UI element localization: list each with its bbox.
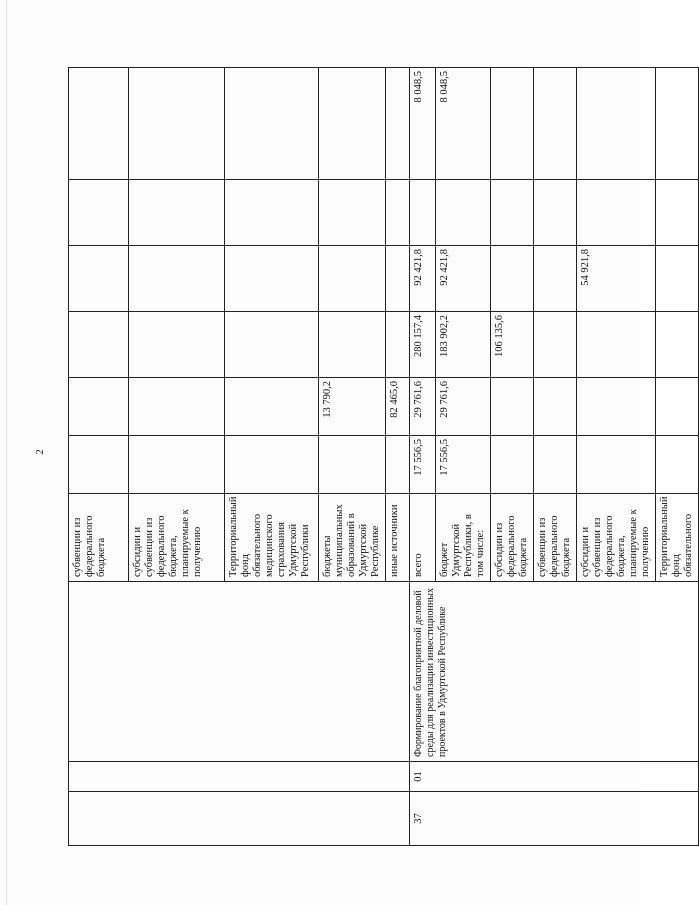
value-cell: 280 157,4 bbox=[410, 312, 436, 378]
value-cell bbox=[225, 436, 319, 494]
value-cell: 29 761,6 bbox=[410, 378, 436, 436]
funding-source: субсидии из федерального бюджета bbox=[491, 494, 534, 582]
rotated-table-wrapper bbox=[68, 68, 694, 846]
row-number: 37 bbox=[410, 792, 699, 846]
value-cell bbox=[410, 180, 436, 246]
value-cell bbox=[534, 378, 577, 436]
value-cell bbox=[386, 180, 410, 246]
budget-table bbox=[68, 67, 699, 846]
value-cell bbox=[656, 68, 699, 180]
value-cell bbox=[386, 246, 410, 312]
funding-source: иные источники bbox=[386, 494, 410, 582]
value-cell bbox=[534, 436, 577, 494]
value-cell bbox=[69, 378, 129, 436]
funding-source: бюджеты муниципальных образований в Удмуртской Республике bbox=[319, 494, 386, 582]
funding-source: субсидии и субвенции из федерального бюджета, планируемые к получению bbox=[577, 494, 656, 582]
value-cell bbox=[534, 68, 577, 180]
value-cell bbox=[225, 312, 319, 378]
value-cell bbox=[436, 180, 491, 246]
value-cell bbox=[319, 436, 386, 494]
value-cell bbox=[129, 180, 225, 246]
value-cell: 29 761,6 bbox=[436, 378, 491, 436]
blank-cell bbox=[69, 792, 410, 846]
scan-edge bbox=[6, 0, 7, 905]
value-cell: 106 135,6 bbox=[491, 312, 534, 378]
value-cell bbox=[656, 436, 699, 494]
value-cell: 17 556,5 bbox=[436, 436, 491, 494]
funding-source: субсидии и субвенции из федерального бюджета, планируемые к получению bbox=[129, 494, 225, 582]
value-cell bbox=[577, 378, 656, 436]
value-cell bbox=[129, 246, 225, 312]
value-cell bbox=[577, 180, 656, 246]
value-cell: 82 465,0 bbox=[386, 378, 410, 436]
value-cell bbox=[386, 436, 410, 494]
page-number: 2 bbox=[34, 449, 46, 455]
value-cell bbox=[656, 246, 699, 312]
value-cell bbox=[577, 68, 656, 180]
value-cell: 8 048,5 bbox=[410, 68, 436, 180]
value-cell bbox=[319, 68, 386, 180]
funding-source: Территориальный фонд обязательного медицинского страхования Удмуртской Республики bbox=[225, 494, 319, 582]
value-cell bbox=[129, 378, 225, 436]
value-cell: 92 421,8 bbox=[436, 246, 491, 312]
funding-source: субвенции из федерального бюджета bbox=[534, 494, 577, 582]
value-cell bbox=[225, 180, 319, 246]
value-cell bbox=[69, 312, 129, 378]
table-row bbox=[69, 68, 129, 846]
value-cell bbox=[577, 436, 656, 494]
blank-cell bbox=[69, 582, 410, 762]
value-cell bbox=[225, 246, 319, 312]
table-row bbox=[410, 68, 436, 846]
value-cell bbox=[129, 312, 225, 378]
value-cell bbox=[577, 312, 656, 378]
value-cell bbox=[319, 180, 386, 246]
funding-source: Территориальный фонд обязательного bbox=[656, 494, 699, 582]
value-cell: 8 048,5 bbox=[436, 68, 491, 180]
funding-source: субвенции из федерального бюджета bbox=[69, 494, 129, 582]
blank-cell bbox=[69, 762, 410, 792]
value-cell bbox=[319, 246, 386, 312]
value-cell bbox=[491, 180, 534, 246]
measure-name: Формирование благоприятной деловой среды для реализации инвестиционных проектов в Удмуртской Республике bbox=[410, 582, 699, 762]
value-cell bbox=[386, 312, 410, 378]
subrow-number: 01 bbox=[410, 762, 699, 792]
value-cell bbox=[386, 68, 410, 180]
value-cell bbox=[491, 436, 534, 494]
value-cell bbox=[491, 68, 534, 180]
value-cell bbox=[491, 378, 534, 436]
value-cell bbox=[656, 180, 699, 246]
value-cell: 54 921,8 bbox=[577, 246, 656, 312]
value-cell bbox=[534, 180, 577, 246]
value-cell: 183 902,2 bbox=[436, 312, 491, 378]
value-cell bbox=[129, 436, 225, 494]
value-cell bbox=[534, 246, 577, 312]
value-cell: 17 556,5 bbox=[410, 436, 436, 494]
value-cell: 92 421,8 bbox=[410, 246, 436, 312]
value-cell bbox=[69, 436, 129, 494]
value-cell bbox=[319, 312, 386, 378]
value-cell bbox=[69, 180, 129, 246]
value-cell bbox=[69, 68, 129, 180]
value-cell bbox=[656, 378, 699, 436]
value-cell bbox=[129, 68, 225, 180]
value-cell bbox=[491, 246, 534, 312]
value-cell bbox=[225, 68, 319, 180]
value-cell bbox=[225, 378, 319, 436]
funding-source: всего bbox=[410, 494, 436, 582]
value-cell bbox=[534, 312, 577, 378]
funding-source: бюджет Удмуртской Республики, в том числе: bbox=[436, 494, 491, 582]
value-cell: 13 790,2 bbox=[319, 378, 386, 436]
value-cell bbox=[656, 312, 699, 378]
value-cell bbox=[69, 246, 129, 312]
